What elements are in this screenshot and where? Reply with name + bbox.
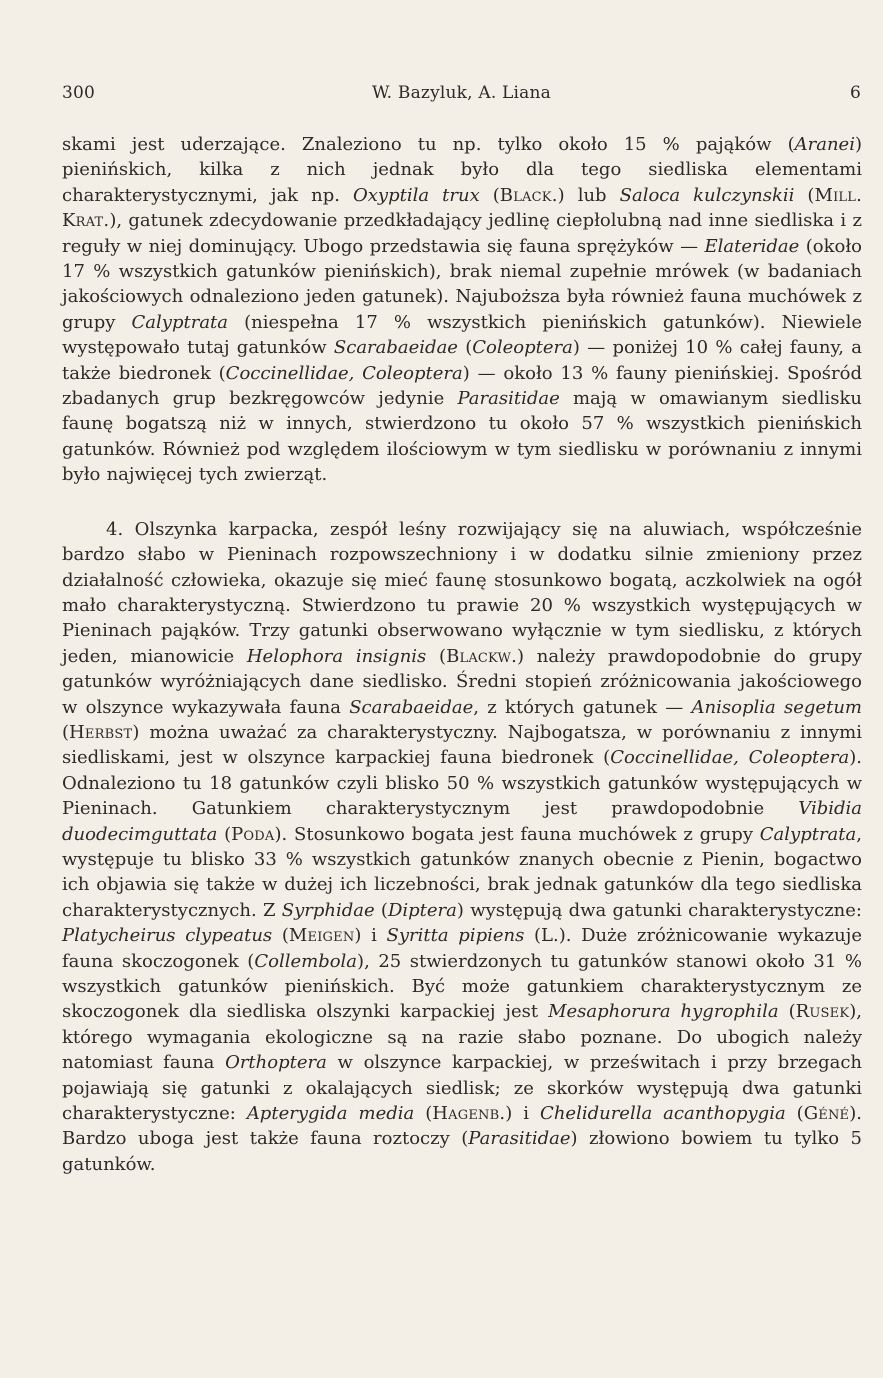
- paragraph-1-text-1: skami jest uderzające. Znaleziono tu np. tylko około 15 % pająków (: [62, 134, 795, 155]
- paragraph-2-text-4: , z których gatunek —: [473, 696, 692, 718]
- paragraph-2-text-1: 4. Olszynka karpacka, zespół leśny rozwijający się na aluwiach, współcześnie bardzo słabo w Pieninach rozpowszechniony i w dodatku silnie zmieniony przez działalność człowieka, okazuje się mieć faunę stosunkowo bogatą, aczkolwiek na ogół mało charakterystyczną. Stwierdzono tu prawie 20 % wszystkich występujących w Pieninach pająków. Trzy gatunki obserwowano wyłącznie w tym siedlisku, z których jeden, mianowicie: [62, 518, 862, 667]
- taxon-calyptrata-2: Calyptrata: [759, 823, 857, 845]
- taxon-scarabaeidae-2: Scarabaeidae: [349, 696, 474, 718]
- paragraph-2-text-15: (L.). Duże zróżnicowanie wykazuje fauna skoczogonek (: [62, 925, 862, 972]
- paragraph-2-text-24: ) złowiono bowiem tu tylko 5 gatunków.: [62, 1128, 862, 1175]
- taxon-helophora-insignis: Helophora insignis: [246, 645, 427, 667]
- paragraph-1-text-7: (około 17 % wszystkich gatunków pienińskich), brak niemal zupełnie mrówek (w badaniach jakościowych odnaleziono jeden gatunek). Najuboższa była również fauna muchówek z grupy: [62, 235, 862, 333]
- taxon-parasitidae: Parasitidae: [457, 388, 560, 410]
- paragraph-2-text-11: (: [374, 899, 388, 921]
- taxon-apterygida-media: Apterygida media: [246, 1103, 415, 1125]
- author-mill-krat: Mill. Krat.: [62, 184, 863, 232]
- header-right-number: 6: [849, 83, 861, 103]
- paragraph-1-text-2: ) pienińskich, kilka z nich jednak było dla tego siedliska elementami charakterystycznymi, jak np.: [62, 134, 862, 206]
- taxon-orthoptera: Orthoptera: [225, 1052, 327, 1074]
- paragraph-2-text-6: ) można uważać za charakterystyczny. Najbogatsza, w porównaniu z innymi siedliskami, jest w olszynce karpackiej fauna biedronek (: [62, 721, 862, 769]
- page-number: 300: [62, 83, 96, 103]
- taxon-aranei: Aranei: [794, 134, 855, 155]
- author-hagenb: Hagenb.: [432, 1103, 506, 1125]
- paragraph-2-text-9: ). Stosunkowo bogata jest fauna muchówek z grupy: [274, 823, 760, 845]
- taxon-calyptrata: Calyptrata: [131, 311, 229, 333]
- paragraph-1-text-10: ) — poniżej 10 % całej fauny, a także biedronek (: [62, 337, 862, 384]
- taxon-parasitidae-2: Parasitidae: [468, 1128, 571, 1150]
- paragraph-2-text-21: ) i: [505, 1103, 541, 1125]
- taxon-platycheirus-clypeatus: Platycheirus clypeatus: [62, 925, 273, 947]
- paragraph-2-text-16: ), 25 stwierdzonych tu gatunków stanowi około 31 % wszystkich gatunków pienińskich. Być może gatunkiem charakterystycznym ze skoczogonek dla siedliska olszynki karpackiej jest: [62, 950, 862, 1023]
- taxon-anisoplia-segetum: Anisoplia segetum: [691, 696, 862, 718]
- paragraph-2-text-13: (: [272, 925, 289, 947]
- paragraph-1-text-12: mają w omawianym siedlisku faunę bogatszą niż w innych, stwierdzono tu około 57 % wszystkich pienińskich gatunków. Również pod względem ilościowym w tym siedlisku w porównaniu z innymi było najwięcej tych zwierząt.: [62, 388, 862, 486]
- paragraph-1-text-11: ) — około 13 % fauny pienińskiej. Spośród zbadanych grup bezkręgowców jedynie: [62, 362, 862, 410]
- paragraph-2-text-20: (: [414, 1103, 433, 1125]
- paragraph-1-text-8: (niespełna 17 % wszystkich pienińskich gatunków). Niewiele występowało tutaj gatunków: [62, 311, 862, 359]
- paragraph-2-text-2: (: [426, 645, 447, 667]
- paragraph-2-text-8: (: [217, 823, 232, 845]
- paragraph-2-text-10: , występuje tu blisko 33 % wszystkich gatunków znanych obecnie z Pienin, bogactwo ich objawia się także w dużej ich liczebności, brak jednak gatunków dla tego siedliska charakterystycznych. Z: [62, 823, 862, 921]
- paragraph-2-text-7: ). Odnaleziono tu 18 gatunków czyli blisko 50 % wszystkich gatunków występujących w Pieninach. Gatunkiem charakterystycznym jest prawdopodobnie: [62, 747, 863, 820]
- paragraph-2-text-19: w olszynce karpackiej, w prześwitach i przy brzegach pojawiają się gatunki z okalających siedlisk; ze skorków występują dwa gatunki charakterystyczne:: [62, 1052, 862, 1125]
- taxon-coccinellidae: Coccinellidae, Coleoptera: [225, 362, 463, 384]
- taxon-chelidurella-acanthopygia: Chelidurella acanthopygia: [540, 1103, 786, 1125]
- paragraph-2-text-17: (: [778, 1001, 796, 1023]
- taxon-collembola: Collembola: [254, 950, 358, 972]
- paragraph-2-text-23: ). Bardzo uboga jest także fauna roztoczy (: [62, 1103, 862, 1150]
- author-herbst: Herbst: [69, 721, 133, 743]
- paragraph-2-text-5: (: [62, 721, 70, 743]
- author-poda: Poda: [231, 823, 275, 845]
- paragraph-2: [62, 517, 862, 1178]
- taxon-diptera: Diptera: [387, 899, 457, 921]
- paragraph-2-text-18: ), którego wymagania ekologiczne są na razie słabo poznane. Do ubogich należy natomiast fauna: [62, 1001, 862, 1074]
- paragraph-1-text-5: (: [794, 184, 815, 206]
- taxon-vibidia-duodecimguttata: Vibidia duodecimguttata: [62, 798, 862, 845]
- author-meigen: Meigen: [288, 925, 355, 947]
- page-header: [62, 78, 861, 108]
- taxon-oxyptila-trux: Oxyptila trux: [353, 184, 480, 206]
- taxon-scarabaeidae: Scarabaeidae: [333, 337, 458, 359]
- taxon-coleoptera: Coleoptera: [472, 337, 573, 359]
- author-gene: Géné: [803, 1103, 850, 1125]
- paragraph-2-text-22: (: [785, 1103, 804, 1125]
- paragraph-1-text-6: ), gatunek zdecydowanie przedkładający jedlinę ciepłolubną nad inne siedliska i z reguły w niej dominujący. Ubogo przedstawia się fauna sprężyków —: [62, 210, 862, 257]
- paragraph-1-text-3: (: [479, 184, 500, 206]
- author-black: Black.: [499, 184, 558, 206]
- paragraph-1: [62, 132, 862, 488]
- running-title: W. Bazyluk, A. Liana: [371, 83, 552, 103]
- taxon-mesaphorura-hygrophila: Mesaphorura hygrophila: [548, 1001, 779, 1023]
- paragraph-2-text-12: ) występują dwa gatunki charakterystyczne:: [456, 899, 862, 921]
- taxon-coccinellidae-2: Coccinellidae, Coleoptera: [610, 747, 850, 769]
- taxon-syritta-pipiens: Syritta pipiens: [386, 925, 525, 947]
- paragraph-1-text-4: ) lub: [557, 184, 620, 206]
- taxon-saloca-kulczynskii: Saloca kulczynskii: [619, 184, 795, 206]
- paragraph-2-text-14: ) i: [354, 925, 387, 947]
- author-blackw: Blackw.: [446, 645, 517, 667]
- taxon-elateridae: Elateridae: [704, 235, 800, 257]
- paragraph-2-text-3: ) należy prawdopodobnie do grupy gatunków wyróżniających dane siedlisko. Średni stopień zróżnicowania jakościowego w olszynce wykazywała fauna: [62, 645, 863, 718]
- taxon-syrphidae: Syrphidae: [281, 899, 375, 921]
- document-body: [62, 132, 862, 1177]
- paragraph-1-text-9: (: [457, 337, 473, 359]
- author-rusek: Rusek: [795, 1001, 850, 1023]
